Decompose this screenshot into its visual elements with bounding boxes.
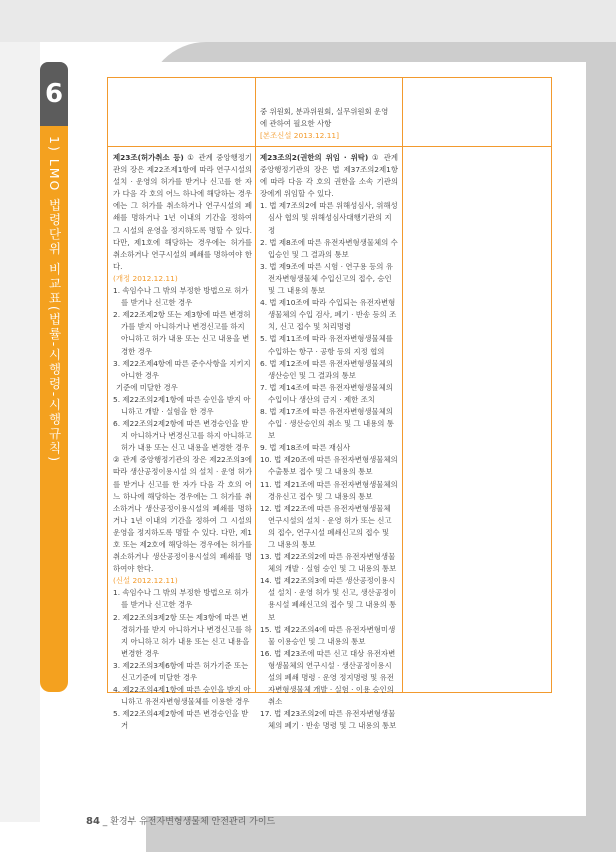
law-item: 3. 제22조제4항에 따른 준수사항을 지키지 아니한 경우 (113, 358, 251, 380)
decree-item: 5. 법 제11조에 따라 유전자변형생물체를 수입하는 항구 · 공항 등의 지정 협의 (260, 334, 393, 356)
law-item: 5. 제22조의2제1항에 따른 승인을 받지 아니하고 개발 · 실험을 한 경우 (113, 394, 251, 416)
page-footer (86, 814, 275, 827)
law-item: 1. 속임수나 그 밖의 부정한 방법으로 허가를 받거나 신고한 경우 (113, 588, 249, 610)
decree-item: 16. 법 제23조에 따른 신고 대상 유전자변형생물체의 연구시설 · 생산공정이용시설의 폐쇄 명령 · 운영 정지명령 및 유전자변형생물체 개발 · 실험 · 이용 승인의 취소 (260, 648, 396, 707)
chapter-vertical-title: 1) LMO 법령단위 비교표(법률-시행령-시행규칙) (47, 136, 62, 464)
decree-item: 6. 법 제12조에 따른 유전자변형생물체의 생산승인 및 그 결과의 통보 (260, 358, 393, 380)
chapter-number-tab: 6 (40, 62, 68, 126)
row1-col2-cell (260, 106, 398, 142)
left-margin-strip (0, 42, 40, 822)
decree-item: 7. 법 제14조에 따른 유전자변형생물체의 수입이나 생산의 금지 · 제한 조치 (260, 382, 393, 404)
law-note-1: (개정 2012.12.11) (113, 273, 178, 283)
decree-item: 13. 법 제22조의2에 따른 유전자변형생물체의 개발 · 실험 승인 및 그 내용의 통보 (260, 552, 397, 574)
row1-line-1: 중 위원회, 분과위원회, 실무위원회 운영 (260, 107, 389, 116)
law-column-cell (113, 152, 252, 733)
law-item: 2. 제22조의3제2항 또는 제3항에 따른 변경허가를 받지 아니하거나 변경신고를 하지 아니하고 허가 내용 또는 신고 내용을 변경한 경우 (113, 612, 252, 658)
decree-item: 3. 법 제9조에 따른 시험 · 연구용 등의 유전자변형생물체 수입신고의 접수, 승인 및 그 내용의 통보 (260, 261, 393, 296)
decree-column-cell (260, 152, 398, 733)
law-item: 4. 제22조의4제1항에 따른 승인을 받지 아니하고 유전자변형생물체를 이용한 경우 (113, 685, 251, 707)
law-item: 2. 제22조제2항 또는 제3항에 따른 변경허가를 받지 아니하거나 변경신고를 하지 아니하고 허가 내용 또는 신고 내용을 변경한 경우 (113, 310, 251, 356)
law-item: 6. 제22조의2제2항에 따른 변경승인을 받지 아니하거나 변경신고를 하지 아니하고 허가 내용 또는 신고 내용을 변경한 경우 (113, 419, 252, 453)
top-background (0, 0, 616, 42)
column-divider-1 (255, 78, 256, 692)
decree-item: 15. 법 제22조의4에 따른 유전자변형미생물 이용승인 및 그 내용의 통보 (260, 624, 396, 646)
law-item: 기준에 미달한 경우 (116, 382, 178, 392)
comparison-table (107, 77, 552, 731)
decree-item: 10. 법 제20조에 따른 유전자변형생물체의 수출통보 접수 및 그 내용의 통보 (260, 455, 398, 477)
decree-paragraph-1: ① 관계 중앙행정기관의 장은 법 제37조의2제1항에 따라 다음 각 호의 권한을 소속 기관의 장에게 위임할 수 있다. (260, 153, 398, 199)
footer-separator: _ (102, 817, 108, 827)
decree-item: 9. 법 제18조에 따른 재심사 (260, 443, 351, 453)
law-item: 5. 제22조의4제2항에 따른 변경승인을 받거 (113, 709, 249, 731)
row1-line-2: 에 관하여 필요한 사항 (260, 119, 332, 129)
decree-item: 12. 법 제22조에 따른 유전자변형생물체 연구시설의 설치 · 운영 허가 또는 신고의 접수, 연구시설 폐쇄신고의 접수 및 그 내용의 통보 (260, 503, 392, 549)
law-item: 3. 제22조의3제6항에 따른 허가기준 또는 신고기준에 미달한 경우 (113, 660, 249, 683)
column-divider-2 (402, 78, 403, 692)
page-number: 84 (86, 816, 100, 827)
law-note-2: (신설 2012.12.11) (113, 576, 178, 586)
decree-item: 14. 법 제22조의3에 따른 생산공정이용시설 설치 · 운영 허가 및 신고, 생산공정이용시설 폐쇄신고의 접수 및 그 내용의 통보 (260, 576, 397, 622)
decree-article-heading: 제23조의2(권한의 위임 · 위탁) (260, 153, 369, 162)
decree-item: 17. 법 제23조의2에 따른 유전자변형생물체의 폐기 · 반송 명령 및 그 내용의 통보 (260, 709, 397, 731)
law-paragraph-1: ① 관계 중앙행정기관의 장은 제22조제1항에 따라 연구시설의 설치 · 운영의 허가를 받거나 신고를 한 자가 다음 각 호의 어느 하나에 해당하는 경우에는 그 허가를 취소하거나 연구시설의 폐쇄를 명하거나 1년 이내의 기간을 정하여 그 시설의 운영을 정지하도록 명할 수 있다. 다만, 제1호에 해당하는 경우에는 허가를 취소하거나 연구시설의 폐쇄를 명하여야 한다. (113, 153, 252, 271)
row1-note: [본조신설 2013.12.11] (260, 131, 339, 141)
decree-item: 8. 법 제17조에 따른 유전자변형생물체의 수입 · 생산승인의 취소 및 그 내용의 통보 (260, 406, 394, 441)
decree-item: 1. 법 제7조의2에 따른 위해성심사, 위해성심사 협의 및 위해성심사대행기관의 지정 (260, 201, 398, 235)
law-paragraph-2: ② 관계 중앙행정기관의 장은 제22조의3에 따라 생산공정이용시설 의 설치 · 운영 허가를 받거나 신고를 한 자가 다음 각 호의 어느 하나에 해당하는 경우에는 그 허가를 취소하거나 생산공정이용시설의 폐쇄를 명하거나 1년 이내의 기간을 정하여 그 시설의 운영을 정지하도록 명할 수 있다. 다만, 제1호 또는 제2호에 해당하는 경우에는 허가를 취소하거나 생산공정이용시설의 폐쇄를 명하여야 한다. (113, 455, 252, 574)
decree-item: 11. 법 제21조에 따른 유전자변형생물체의 경유신고 접수 및 그 내용의 통보 (260, 479, 398, 501)
law-article-heading: 제23조(허가취소 등) (113, 153, 184, 162)
decree-item: 4. 법 제10조에 따라 수입되는 유전자변형생물체의 수입 검사, 폐기 · 반송 등의 조치, 신고 접수 및 처리명령 (260, 298, 397, 332)
decree-item: 2. 법 제8조에 따른 유전자변형생물체의 수입승인 및 그 결과의 통보 (260, 237, 398, 259)
law-item: 1. 속임수나 그 밖의 부정한 방법으로 허가를 받거나 신고한 경우 (113, 286, 249, 308)
footer-title: 환경부 유전자변형생물체 안전관리 가이드 (110, 817, 276, 827)
